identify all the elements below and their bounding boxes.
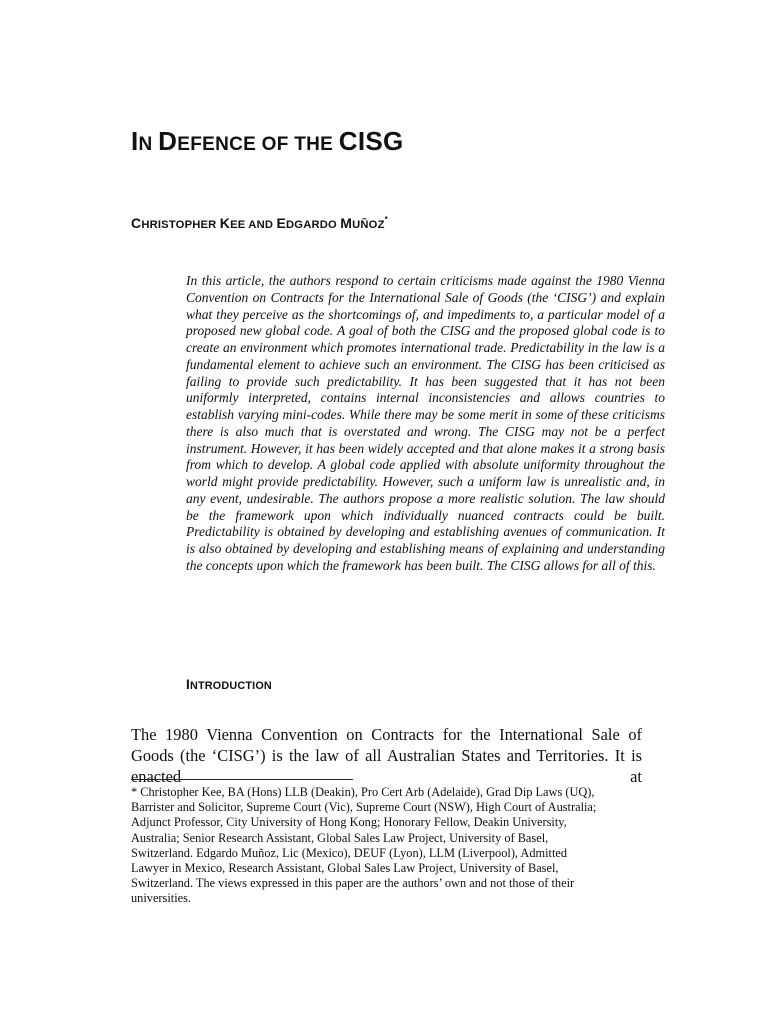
author-initial: C [131, 215, 142, 231]
author-smallcaps: EE AND [230, 219, 274, 231]
footnote-line: Adjunct Professor, City University of Hong Kong; Honorary Fellow, Deakin University, [131, 815, 567, 830]
title-initial: D [158, 126, 178, 156]
author-initial: E [276, 215, 287, 231]
footnote-line: Australia; Senior Research Assistant, Global Sales Law Project, University of Basel, [131, 830, 549, 845]
author-footnote [131, 785, 661, 907]
footnote-line: * Christopher Kee, BA (Hons) LLB (Deakin), Pro Cert Arb (Adelaide), Grad Dip Laws (UQ), [131, 785, 595, 799]
heading-smallcaps: NTRODUCTION [189, 680, 272, 692]
footnote-marker: * [384, 215, 388, 224]
title-initial: I [131, 126, 139, 156]
article-title [131, 124, 404, 162]
author-smallcaps: DGARDO [286, 219, 337, 231]
abstract-paragraph: In this article, the authors respond to certain criticisms made against the 1980 Vienna Convention on Contracts for the International Sale of Goods (the ‘CISG’) and explain what they perceive as the shortcomings of, and impediments to, a particular model of a proposed new global code. A goal of both the CISG and the proposed global code is to create an environment which promotes international trade. Predictability in the law is a fundamental element to achieve such an environment. The CISG has been criticised as failing to provide such predictability. It has been suggested that it has not been uniformly interpreted, contains internal inconsistencies and allows countries to establish varying mini-codes. While there may be some merit in some of these criticisms there is also much that is overstated and wrong. The CISG may not be a perfect instrument. However, it has been widely accepted and that alone makes it a strong basis from which to develop. A global code applied with absolute uniformity throughout the world might provide predictability. However, such a uniform law is unrealistic and, in any event, undesirable. The authors propose a more realistic solution. The law should be the framework upon which individually nuanced contracts could be built. Predictability is obtained by developing and establishing avenues of communication. It is also obtained by developing and establishing means of explaining and understanding the concepts upon which the framework has been built. The CISG allows for all of this. [186, 273, 665, 573]
footnote-line: Switzerland. Edgardo Muñoz, Lic (Mexico), DEUF (Lyon), LLM (Liverpool), Admitted [131, 845, 568, 860]
title-acronym: CISG [338, 126, 404, 156]
author-initial: M [340, 215, 353, 231]
author-smallcaps: HRISTOPHER [141, 219, 217, 231]
footnote-line: Switzerland. The views expressed in this paper are the authors’ own and not those of their [131, 876, 575, 891]
author-initial: K [219, 215, 231, 231]
footnote-line: Lawyer in Mexico, Research Assistant, Global Sales Law Project, University of Basel, [131, 861, 559, 876]
title-smallcaps: N [138, 134, 153, 155]
title-smallcaps: EFENCE OF THE [177, 134, 334, 155]
footnote-line: universities. [131, 891, 191, 906]
heading-initial: I [186, 677, 190, 692]
article-authors [131, 214, 388, 234]
section-heading-introduction [186, 676, 272, 695]
footnote-line: Barrister and Solicitor, Supreme Court (Vic), Supreme Court (NSW), High Court of Australia; [131, 800, 597, 815]
body-paragraph: The 1980 Vienna Convention on Contracts for the International Sale of Goods (the ‘CISG’) is the law of all Australian States and Territories. It is enacted at [131, 725, 642, 786]
author-smallcaps: UÑOZ [352, 219, 385, 231]
footnote-divider [131, 779, 353, 780]
